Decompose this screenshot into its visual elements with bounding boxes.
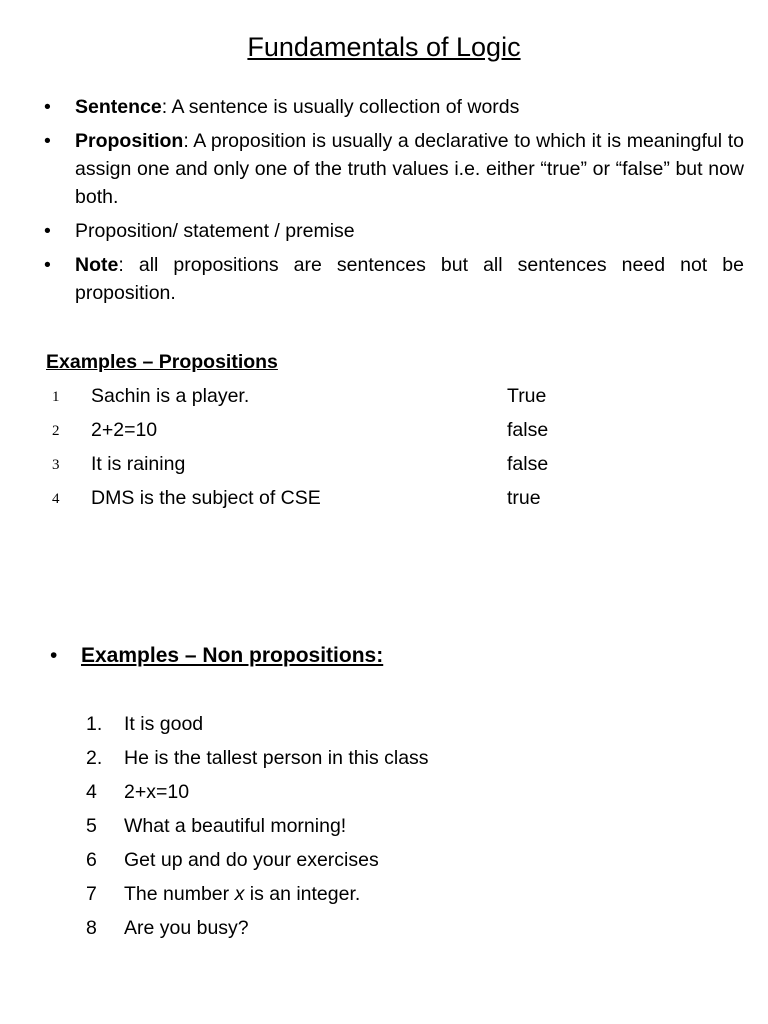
list-item [86,812,686,846]
item-number: 7 [86,883,97,905]
definition-list [44,93,744,313]
non-propositions-list [86,710,686,948]
page-title [0,30,768,64]
item-number: 1. [86,713,103,735]
item-text: Are you busy? [124,917,249,939]
row-number: 3 [52,457,60,473]
item-text [124,880,360,908]
row-number: 2 [52,423,60,439]
bullet-dot-icon: • [44,254,51,276]
bullet-sentence [44,93,744,121]
row-truth-value: true [507,487,541,509]
list-item [86,880,686,914]
list-item [86,744,686,778]
bullet-proposition [44,127,744,211]
list-item [86,846,686,880]
propositions-heading: Examples – Propositions [46,351,278,373]
bullet-text: : A sentence is usually collection of words [161,96,520,118]
row-truth-value: True [507,385,547,407]
item-number: 4 [86,781,97,803]
bullet-dot-icon: • [44,96,51,118]
item-text: 2+x=10 [124,781,190,803]
row-truth-value: false [507,453,549,475]
bullet-text: : A proposition is usually a declarative to which it is meaningful to assign one and only one of the truth values i.e. either “true” or “false” but now both. [75,130,744,208]
bullet-dot-icon: • [50,644,58,667]
row-number: 4 [52,491,60,507]
item-text: It is good [124,713,204,735]
row-statement: DMS is the subject of CSE [91,487,321,509]
bullet-text: : all propositions are sentences but all sentences need not be proposition. [75,254,744,304]
table-row [46,450,646,484]
item-number: 6 [86,849,97,871]
bullet-term: Note [75,254,119,276]
item-number: 5 [86,815,97,837]
item-text-before: The number [124,883,235,905]
list-item [86,914,686,948]
item-text: What a beautiful morning! [124,815,347,837]
table-row [46,382,646,416]
row-statement: It is raining [91,453,186,475]
row-truth-value: false [507,419,549,441]
bullet-term: Proposition [75,130,184,152]
table-row [46,484,646,518]
list-item [86,710,686,744]
bullet-synonyms [44,217,744,245]
item-text-variable: x [234,883,245,905]
list-item [86,778,686,812]
item-text: He is the tallest person in this class [124,747,429,769]
item-text: Get up and do your exercises [124,849,379,871]
bullet-term: Sentence [75,96,162,118]
row-statement: 2+2=10 [91,419,158,441]
table-row [46,416,646,450]
bullet-text: Proposition/ statement / premise [75,220,355,242]
bullet-dot-icon: • [44,130,51,152]
item-number: 2. [86,747,103,769]
non-propositions-heading-text: Examples – Non propositions: [81,644,384,667]
propositions-table [46,382,646,518]
bullet-note [44,251,744,307]
item-number: 8 [86,917,97,939]
row-number: 1 [52,389,60,405]
item-text-after: is an integer. [244,883,361,905]
page-title-text: Fundamentals of Logic [247,32,521,62]
row-statement: Sachin is a player. [91,385,250,407]
bullet-dot-icon: • [44,220,51,242]
